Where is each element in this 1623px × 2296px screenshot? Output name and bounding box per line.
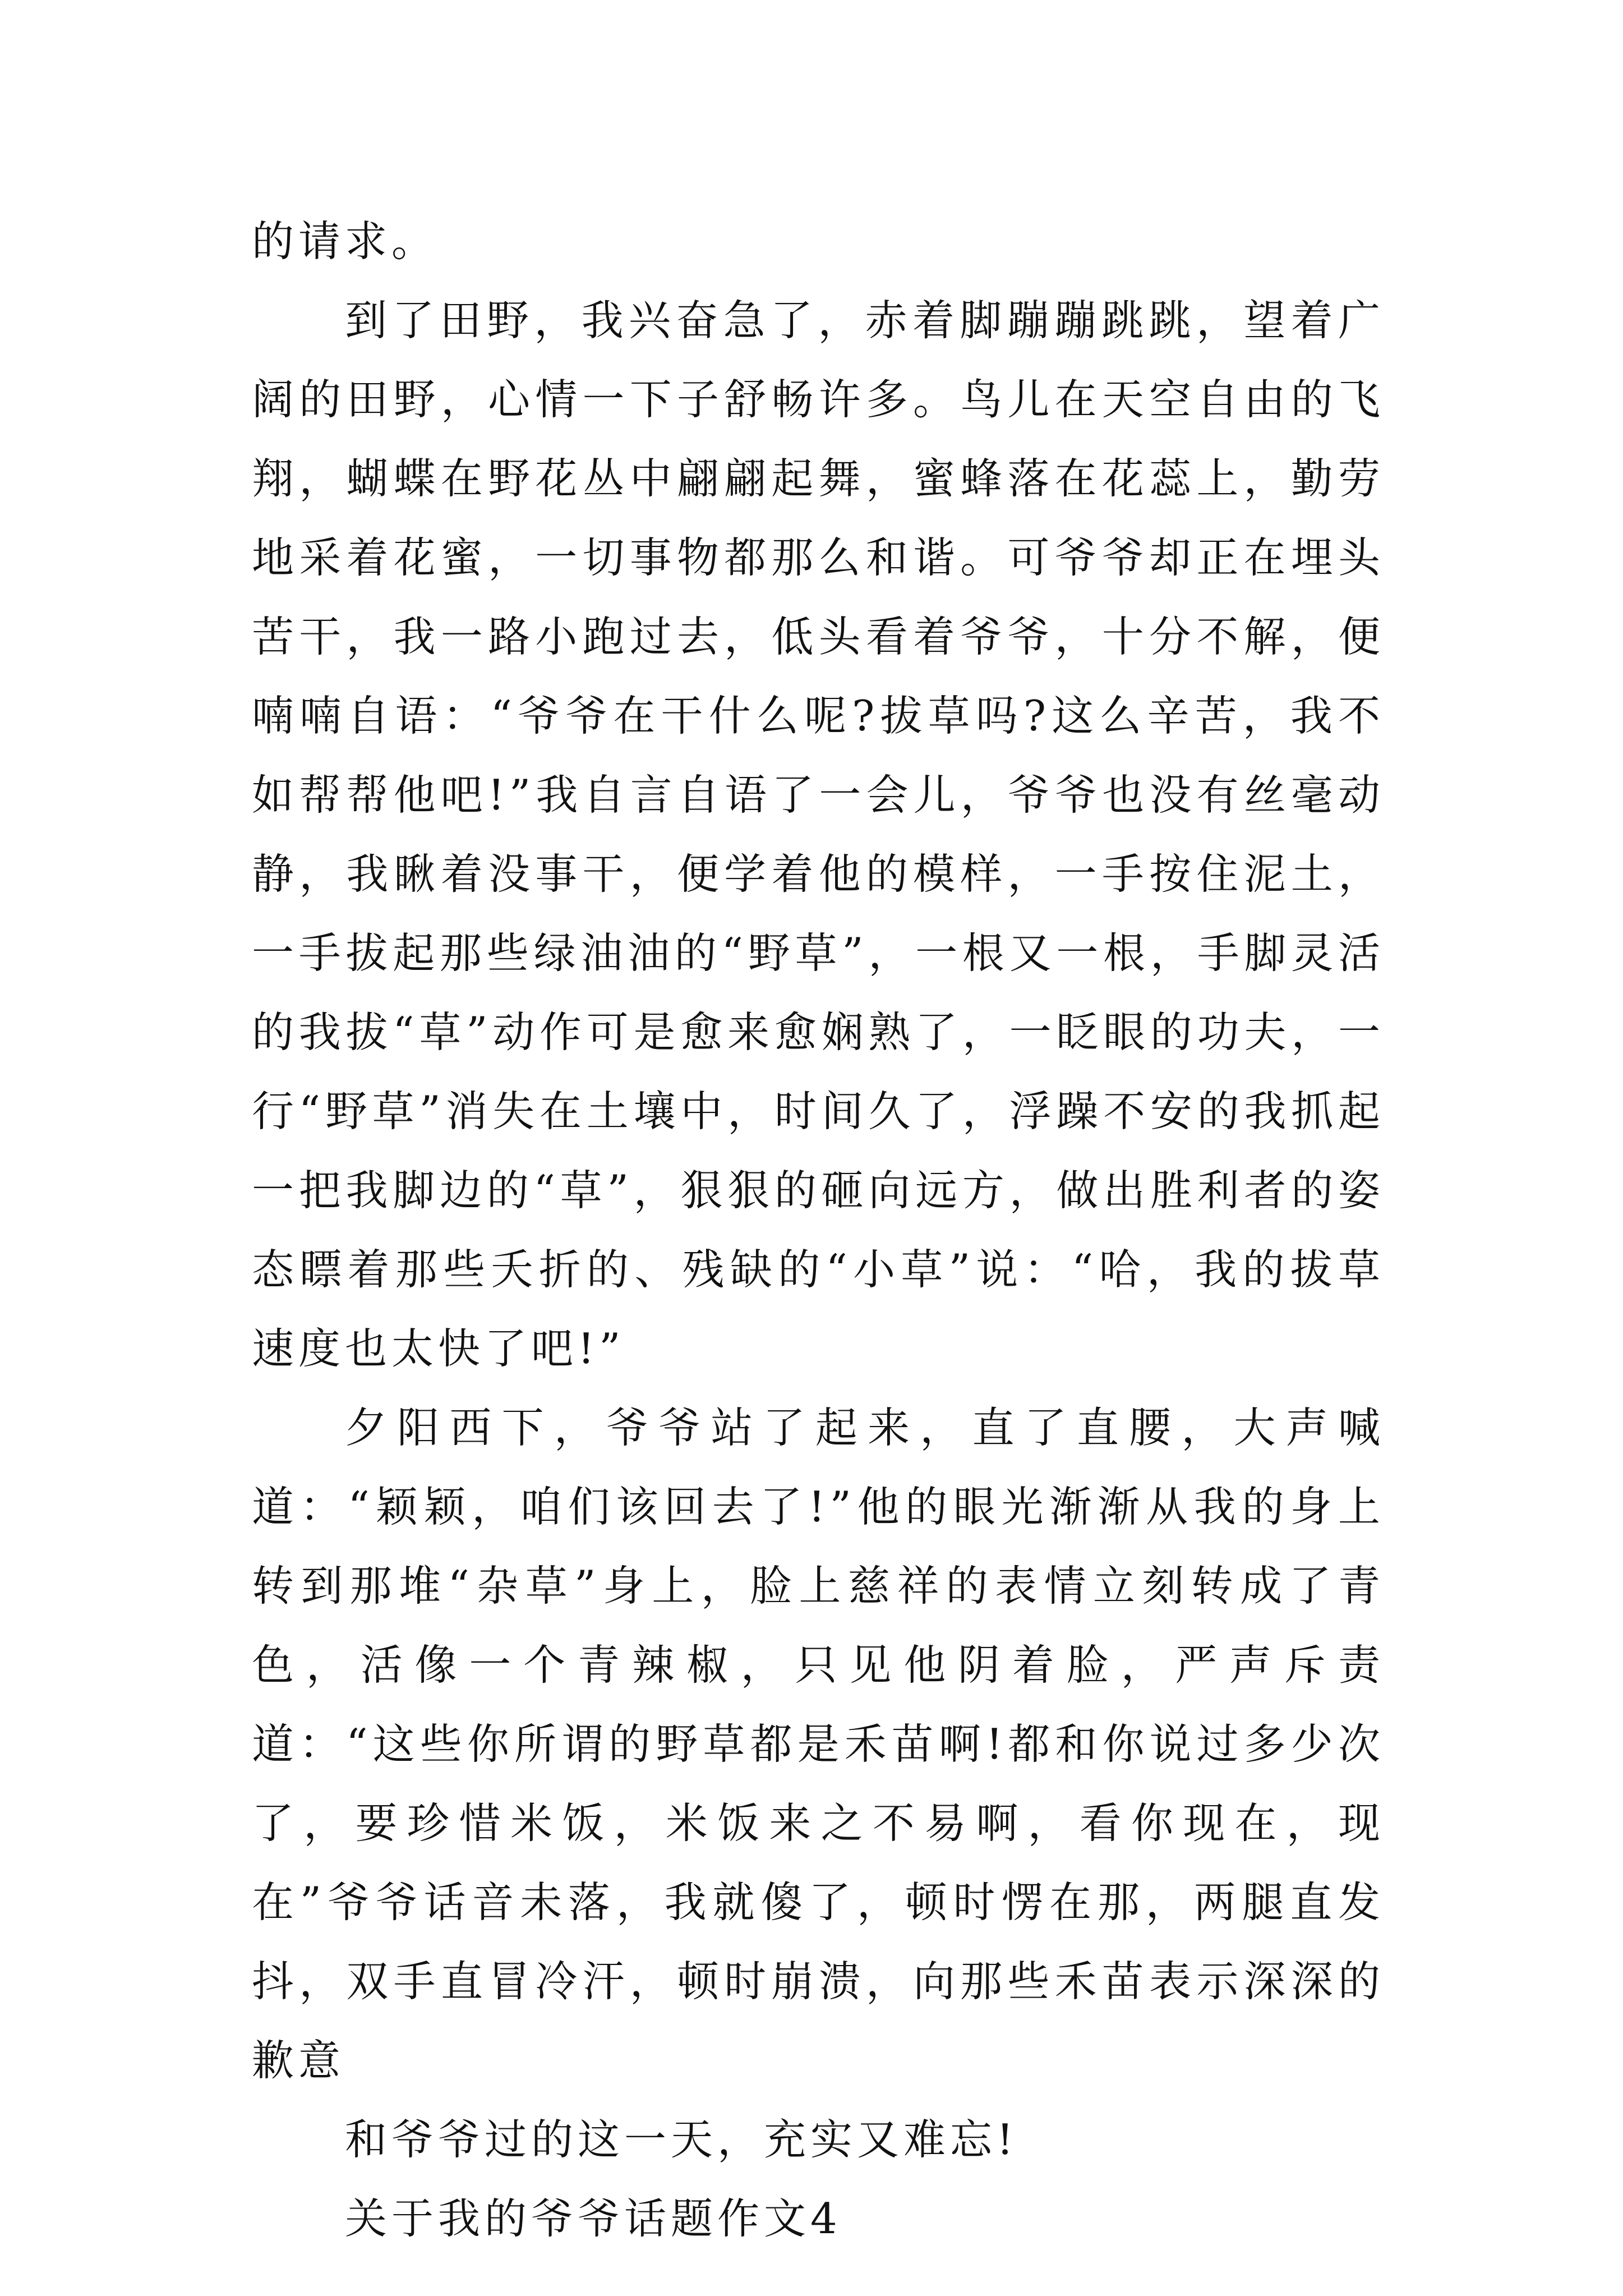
paragraph-continuation: 的请求。: [252, 217, 439, 266]
paragraph-sunset-scolding: 夕阳西下，爷爷站了起来，直了直腰，大声喊道：“颖颖，咱们该回去了!”他的眼光渐渐从我的身上转到那堆“杂草”身上，脸上慈祥的表情立刻转成了青色，活像一个青辣椒，只见他阴着脸，严声斥责道：“这些你所谓的野草都是禾苗啊!都和你说过多少次了，要珍惜米饭，米饭来之不易啊，看你现在，现在”爷爷话音未落，我就傻了，顿时愣在那，两腿直发抖，双手直冒冷汗，顿时崩溃，向那些禾苗表示深深的歉意: [252, 1403, 1385, 2085]
paragraph-conclusion: 和爷爷过的这一天，充实又难忘!: [345, 2115, 1018, 2164]
document-body: [252, 202, 1385, 2258]
paragraph-fields-scene: 到了田野，我兴奋急了，赤着脚蹦蹦跳跳，望着广阔的田野，心情一下子舒畅许多。鸟儿在天空自由的飞翔，蝴蝶在野花丛中翩翩起舞，蜜蜂落在花蕊上，勤劳地采着花蜜，一切事物都那么和谐。可爷爷却正在埋头苦干，我一路小跑过去，低头看着爷爷，十分不解，便喃喃自语：“爷爷在干什么呢?拔草吗?这么辛苦，我不如帮帮他吧!”我自言自语了一会儿，爷爷也没有丝毫动静，我瞅着没事干，便学着他的模样，一手按住泥土，一手拔起那些绿油油的“野草”，一根又一根，手脚灵活的我拔“草”动作可是愈来愈娴熟了，一眨眼的功夫，一行“野草”消失在土壤中，时间久了，浮躁不安的我抓起一把我脚边的“草”，狠狠的砸向远方，做出胜利者的姿态瞟着那些夭折的、残缺的“小草”说：“哈，我的拔草速度也太快了吧!”: [252, 296, 1385, 1373]
next-essay-heading: 关于我的爷爷话题作文4: [345, 2194, 842, 2243]
